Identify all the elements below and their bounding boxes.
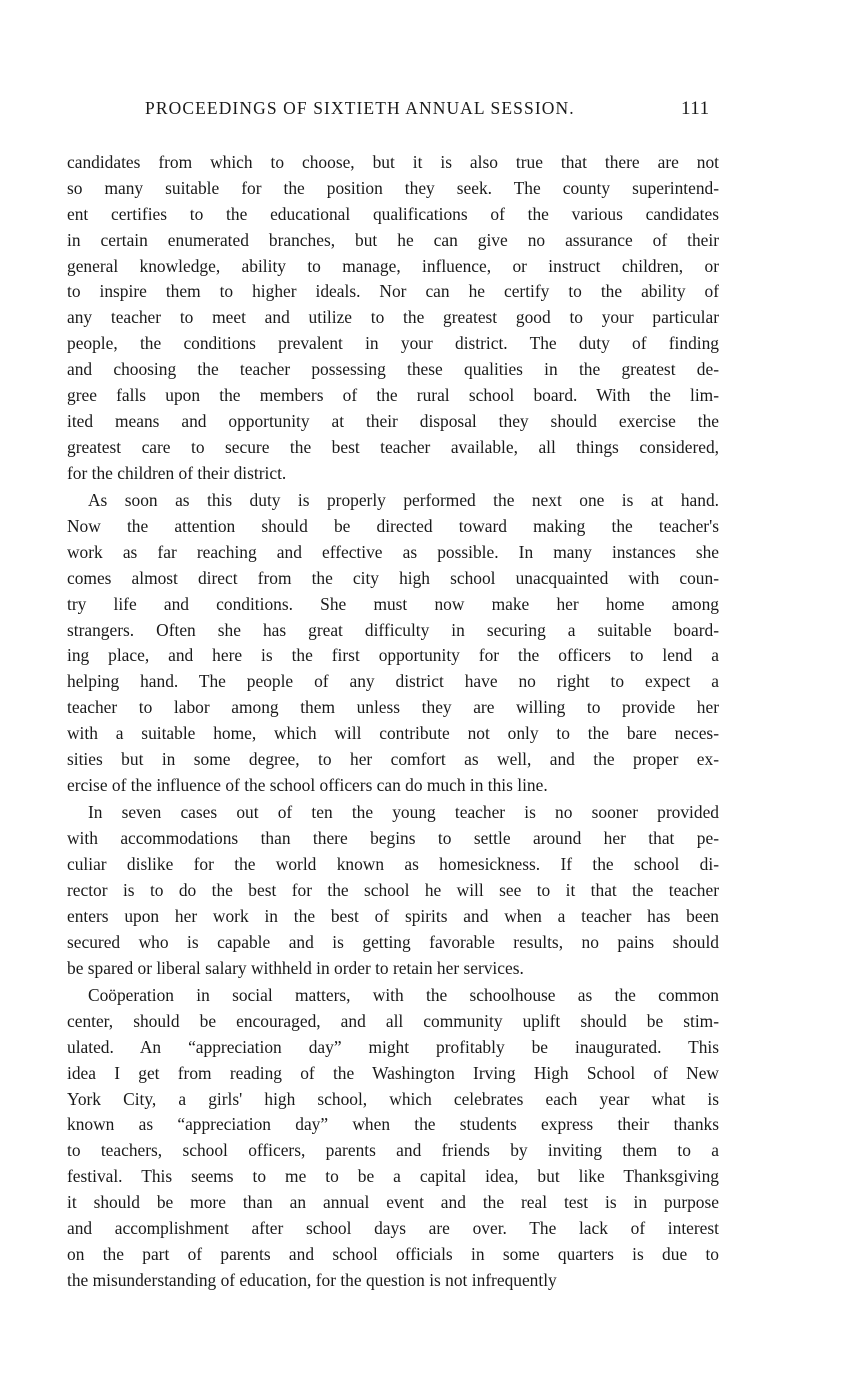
text-line: strangers. Often she has great difficulty in securing a suitable board- xyxy=(67,619,719,640)
text-line: center, should be encouraged, and all community uplift should be stim- xyxy=(67,1010,719,1031)
text-line: general knowledge, ability to manage, influence, or instruct children, or xyxy=(67,255,719,276)
text-line: ited means and opportunity at their disposal they should exercise the xyxy=(67,410,719,431)
text-line: with a suitable home, which will contribute not only to the bare neces- xyxy=(67,723,719,744)
text-line: In seven cases out of ten the young teacher is no sooner provided xyxy=(88,802,719,823)
text-line: comes almost direct from the city high school unacquainted with coun- xyxy=(67,567,719,588)
text-line: sities but in some degree, to her comfort as well, and the proper ex- xyxy=(67,748,719,769)
text-line: Now the attention should be directed toward making the teacher's xyxy=(67,515,719,536)
paragraph xyxy=(67,150,719,487)
text-line: gree falls upon the members of the rural school board. With the lim- xyxy=(67,385,719,406)
text-line: to inspire them to higher ideals. Nor can he certify to the ability of xyxy=(67,281,719,302)
text-line: so many suitable for the position they seek. The county superintend- xyxy=(67,177,719,198)
text-line: in certain enumerated branches, but he can give no assurance of their xyxy=(67,229,719,250)
text-line: for the children of their district. xyxy=(67,462,287,483)
text-line: ulated. An “appreciation day” might profitably be inaugurated. This xyxy=(67,1036,719,1057)
text-line: to teachers, school officers, parents and friends by inviting them to a xyxy=(67,1140,719,1161)
paragraph xyxy=(67,983,719,1294)
text-line: candidates from which to choose, but it is also true that there are not xyxy=(67,152,719,172)
text-line: try life and conditions. She must now make her home among xyxy=(67,593,719,614)
text-line: any teacher to meet and utilize to the greatest good to your particular xyxy=(67,307,719,328)
body-text xyxy=(67,150,719,1294)
text-line: known as “appreciation day” when the students express their thanks xyxy=(67,1114,719,1135)
text-line: culiar dislike for the world known as homesickness. If the school di- xyxy=(67,854,719,875)
text-line: rector is to do the best for the school he will see to it that the teacher xyxy=(67,879,719,900)
paragraph xyxy=(67,800,719,981)
text-line: helping hand. The people of any district have no right to expect a xyxy=(67,671,719,692)
text-line: people, the conditions prevalent in your district. The duty of finding xyxy=(67,333,719,354)
text-line: As soon as this duty is properly performed the next one is at hand. xyxy=(88,490,719,511)
text-line: enters upon her work in the best of spirits and when a teacher has been xyxy=(67,905,719,926)
text-line: ing place, and here is the first opportunity for the officers to lend a xyxy=(67,645,719,666)
paragraph xyxy=(67,488,719,799)
text-line: festival. This seems to me to be a capital idea, but like Thanksgiving xyxy=(67,1166,719,1187)
text-line: on the part of parents and school officials in some quarters is due to xyxy=(67,1243,719,1264)
text-line: and accomplishment after school days are over. The lack of interest xyxy=(67,1218,719,1239)
text-line: secured who is capable and is getting favorable results, no pains should xyxy=(67,931,719,952)
text-line: work as far reaching and effective as possible. In many instances she xyxy=(67,541,719,562)
text-line: it should be more than an annual event and the real test is in purpose xyxy=(67,1192,719,1213)
running-title: PROCEEDINGS OF SIXTIETH ANNUAL SESSION. xyxy=(145,98,575,118)
running-head xyxy=(0,98,867,128)
text-line: idea I get from reading of the Washington Irving High School of New xyxy=(67,1062,719,1083)
text-line: ent certifies to the educational qualifications of the various candidates xyxy=(67,203,719,224)
text-line: the misunderstanding of education, for the question is not infrequently xyxy=(67,1269,557,1290)
text-line: ercise of the influence of the school officers can do much in this line. xyxy=(67,774,548,795)
text-line: York City, a girls' high school, which celebrates each year what is xyxy=(67,1088,719,1109)
text-line: with accommodations than there begins to settle around her that pe- xyxy=(67,828,719,849)
text-line: Coöperation in social matters, with the schoolhouse as the common xyxy=(88,985,719,1005)
text-line: teacher to labor among them unless they are willing to provide her xyxy=(67,697,719,718)
page-number: 111 xyxy=(681,98,710,119)
text-line: and choosing the teacher possessing these qualities in the greatest de- xyxy=(67,359,719,380)
text-line: be spared or liberal salary withheld in order to retain her services. xyxy=(67,957,524,978)
text-line: greatest care to secure the best teacher available, all things considered, xyxy=(67,436,719,457)
